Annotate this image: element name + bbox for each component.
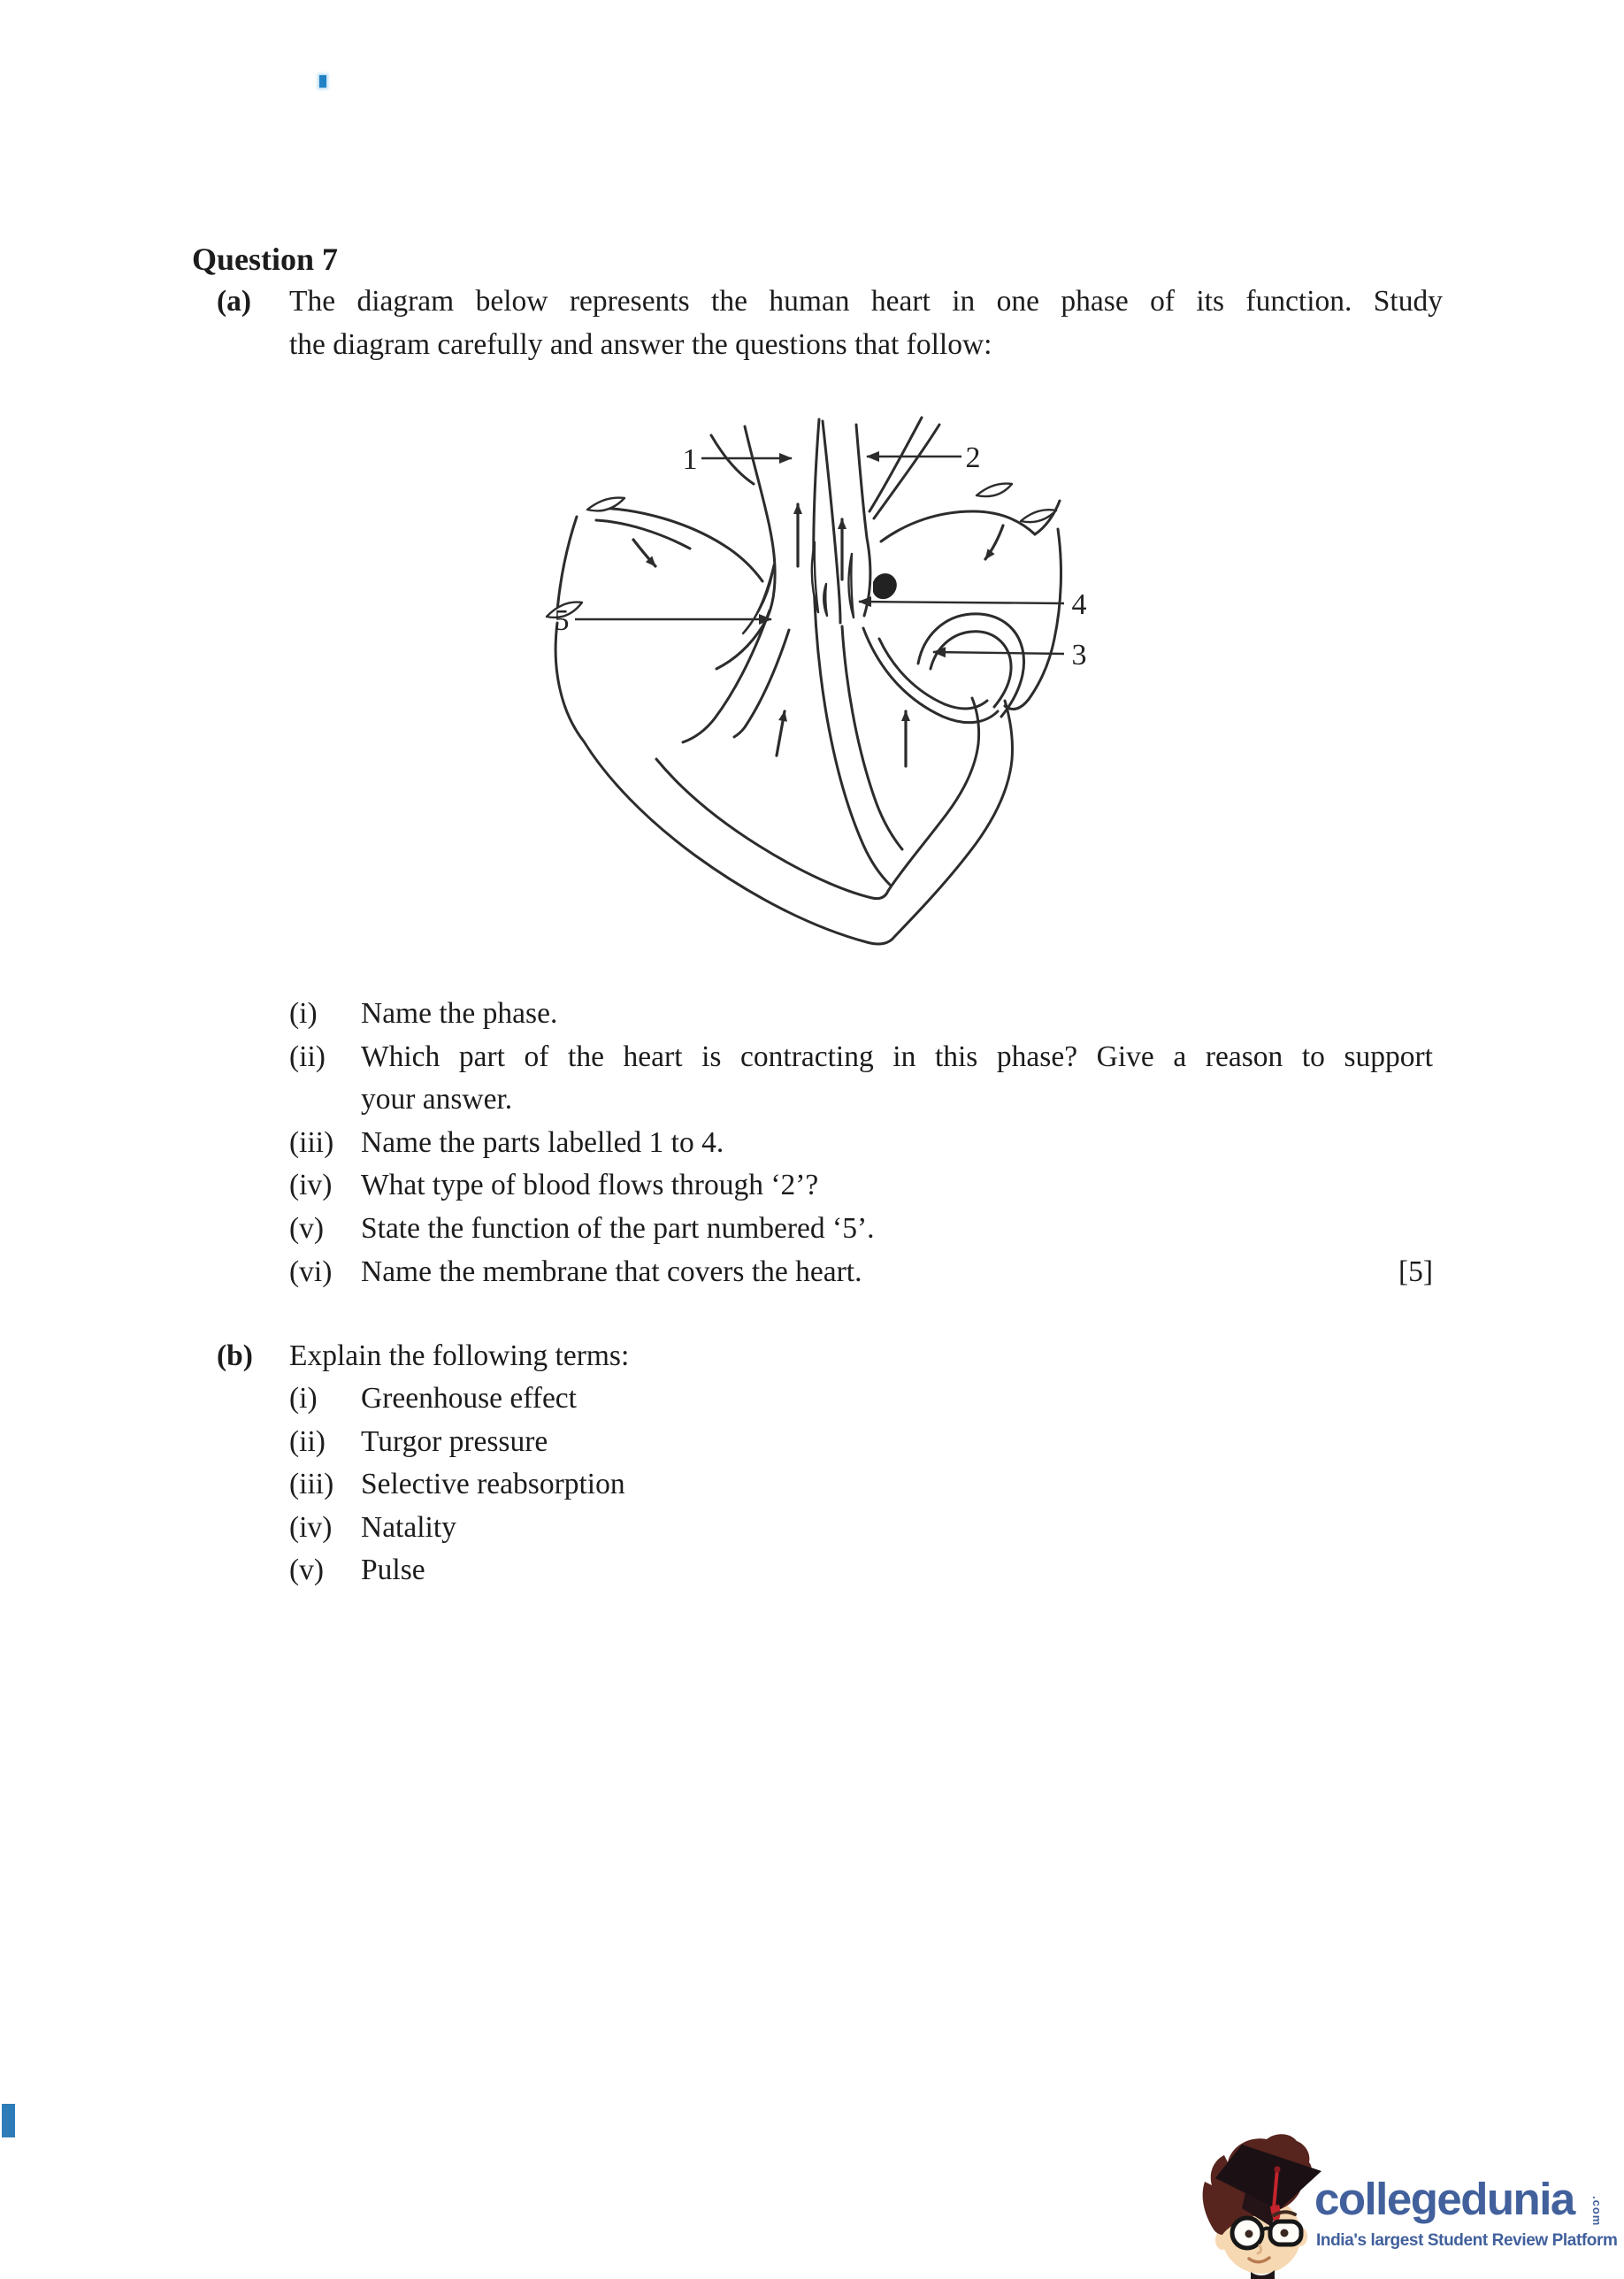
- item-number: (vi): [289, 1255, 333, 1288]
- list-item: [289, 993, 1433, 1036]
- item-number: (v): [289, 1211, 325, 1245]
- tassel-button: [1275, 2167, 1281, 2173]
- item-text: Natality: [361, 1510, 456, 1544]
- mascot-icon: [1192, 2123, 1334, 2279]
- valve-node-blob: [873, 573, 897, 599]
- question-title: Question 7: [192, 242, 339, 277]
- glasses-bridge: [1262, 2229, 1270, 2230]
- item-number: (iii): [289, 1468, 334, 1501]
- list-item: [289, 1164, 1433, 1208]
- list-item: [289, 1122, 1433, 1165]
- brand-tagline: India's largest Student Review Platform: [1316, 2231, 1618, 2250]
- label-2: 2: [965, 441, 981, 474]
- part-a-intro: [289, 280, 1443, 366]
- item-text: Selective reabsorption: [361, 1468, 625, 1501]
- list-item: [289, 1036, 1433, 1122]
- label-3: 3: [1071, 639, 1087, 671]
- item-text: Name the membrane that covers the heart.: [361, 1255, 862, 1288]
- label-1: 1: [682, 443, 698, 476]
- pupil-right: [1281, 2229, 1289, 2237]
- part-a-section: [217, 280, 1443, 366]
- item-number: (i): [289, 997, 318, 1030]
- pupil-left: [1245, 2230, 1253, 2238]
- item-number: (ii): [289, 1424, 326, 1458]
- diagram-number-labels: [555, 441, 1087, 671]
- brand-wordmark: collegedunia: [1314, 2174, 1574, 2224]
- brand-tld: .com: [1590, 2196, 1604, 2227]
- item-number: (iii): [289, 1125, 334, 1159]
- list-item: [289, 1463, 1085, 1507]
- item-number: (iv): [289, 1510, 333, 1544]
- heart-diagram: [522, 398, 1106, 964]
- part-a-label: (a): [217, 285, 252, 318]
- heart-diagram-svg: [522, 398, 1106, 964]
- list-item: [289, 1549, 1085, 1592]
- item-number: (iv): [289, 1169, 333, 1202]
- list-item: [289, 1421, 1085, 1464]
- marks-badge: [5]: [1398, 1255, 1433, 1288]
- item-number: (ii): [289, 1040, 326, 1073]
- item-text: Name the parts labelled 1 to 4.: [361, 1125, 724, 1159]
- blue-tick-mark-bottom: [2, 2104, 15, 2137]
- part-b-section: [217, 1335, 1443, 1378]
- part-a-intro-line2: the diagram carefully and answer the questions that follow:: [289, 327, 992, 361]
- collegedunia-logo: [1185, 2123, 1624, 2279]
- mascot-graduate-boy: [1192, 2123, 1334, 2279]
- list-item: [289, 1208, 1433, 1251]
- list-item: [289, 1377, 1085, 1421]
- blue-tick-mark-top: [319, 75, 326, 88]
- blood-flow-arrows: [633, 504, 1003, 766]
- part-b-question-list: [289, 1377, 1085, 1592]
- item-text: Pulse: [361, 1554, 425, 1587]
- item-text: Turgor pressure: [361, 1424, 548, 1458]
- valve-flaps: [547, 484, 1056, 633]
- item-number: (i): [289, 1382, 318, 1415]
- part-a-question-list: [289, 993, 1433, 1293]
- item-text: Name the phase.: [361, 997, 558, 1030]
- list-item: [289, 1507, 1085, 1550]
- item-text: Which part of the heart is contracting in this phase? Give a reason to support your answer.: [361, 1040, 1433, 1116]
- label-4: 4: [1071, 588, 1087, 621]
- list-item: [289, 1251, 1433, 1294]
- item-text: What type of blood flows through ‘2’?: [361, 1169, 819, 1202]
- label-5: 5: [554, 604, 570, 637]
- part-b-intro: Explain the following terms:: [289, 1339, 630, 1372]
- part-a-intro-line1: The diagram below represents the human heart in one phase of its function. Study: [289, 285, 1443, 318]
- item-number: (v): [289, 1554, 325, 1587]
- item-text: State the function of the part numbered ‘5’.: [361, 1211, 875, 1245]
- item-text: Greenhouse effect: [361, 1382, 577, 1415]
- part-b-label: (b): [217, 1339, 253, 1372]
